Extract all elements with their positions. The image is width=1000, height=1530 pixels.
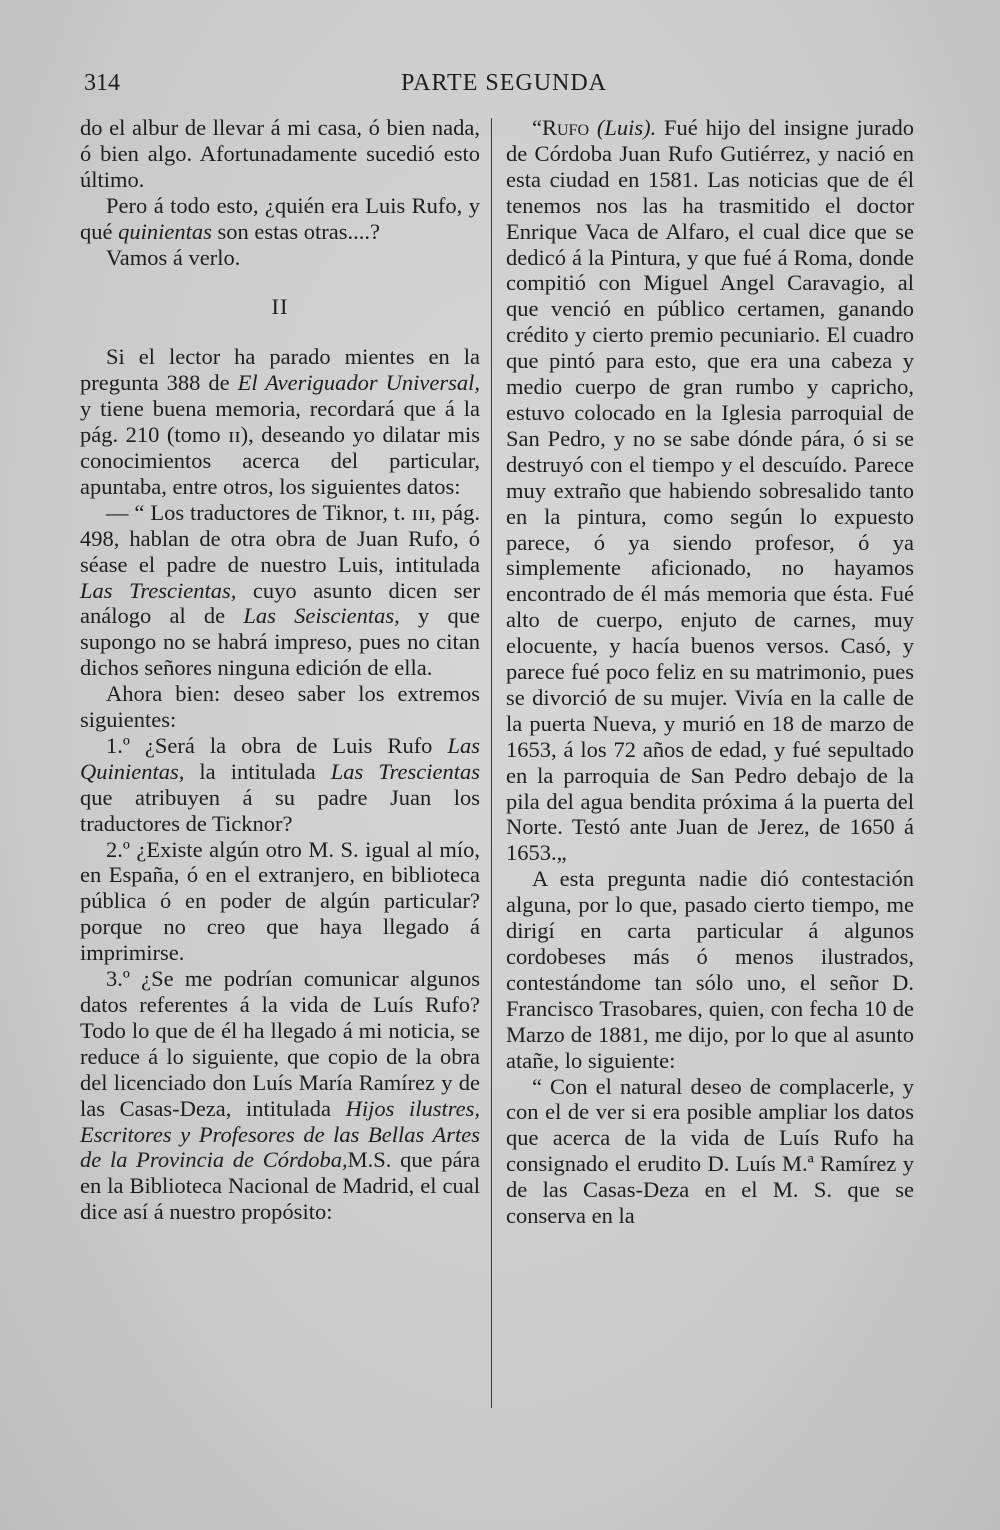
running-title: PARTE SEGUNDA (400, 70, 608, 96)
quoted-paragraph: “Rufo (Luis). Fué hijo del insigne jurado de Córdoba Juan Rufo Gutiérrez, y nació en esta ciudad en 1581. Las noticias que de él tenemos nos las ha trasmitido el doctor Enrique Vaca de Alfaro, el cual dice que se dedicó á la Pintura, y que fué á Roma, donde compitió con Miguel Angel Caravagio, al que venció en público certamen, ganando crédito y cierto premio pecuniario. El cuadro que pintó para esto, que era una cabeza y medio cuerpo de gran rumbo y capricho, estuvo colocado en la Iglesia parroquial de San Pedro, y no se sabe dónde pára, ó si se destruyó con el tiempo y el descuído. Parece muy extraño que habiendo sobresalido tanto en la pintura, como según lo expuesto parece, ó ya siendo profesor, ó ya simplemente aficionado, no hayamos encontrado de él más memoria que ésta. Fué alto de cuerpo, enjuto de carnes, muy elocuente, y hacía buenos versos. Casó, y parece fué poco feliz en su matrimonio, pues se divorció de su mujer. Vivía en la calle de la puerta Nueva, y murió en 18 de marzo de 1653, á los 72 años de edad, y fué sepultado en la parroquia de San Pedro debajo de la pila del agua bendita próxima á la puerta del Norte. Testó ante Juan de Jerez, de 1650 á 1653.„ (506, 115, 914, 866)
section-heading: II (271, 294, 289, 320)
list-item: 1.º ¿Será la obra de Luis Rufo Las Quinientas, la intitulada Las Trescientas que atribuyen á su padre Juan los traductores de Ticknor? (80, 732, 481, 836)
list-item: 3.º ¿Se me podrían comunicar algunos datos referentes á la vida de Luís Rufo? Todo lo que de él ha llegado á mi noticia, se reduce á lo siguiente, que copio de la obra del licenciado don Luís María Ramírez y de las Casas-Deza, intitulada Hijos ilustres, Escritores y Profesores de las Bellas Artes de la Provincia de Córdoba,M.S. que pára en la Biblioteca Nacional de Madrid, el cual dice así á nuestro propósito: (80, 966, 480, 1225)
right-column (506, 115, 914, 1229)
list-item: 2.º ¿Existe algún otro M. S. igual al mío, en España, ó en el extranjero, en biblioteca pública ó en poder de algún particular? porque no creo que haya llegado á imprimirse. (80, 836, 480, 966)
quoted-paragraph: — “ Los traductores de Tiknor, t. ɪɪɪ, pág. 498, hablan de otra obra de Juan Rufo, ó séase el padre de nuestro Luis, intitulada Las Trescientas, cuyo asunto dicen ser análogo al de Las Seiscientas, y que supongo no se habrá impreso, pues no citan dichos señores ninguna edición de ella. (80, 499, 480, 681)
left-column (80, 115, 480, 1225)
paragraph: A esta pregunta nadie dió contestación alguna, por lo que, pasado cierto tiempo, me dirigí en carta particular á algunos cordobeses más ó menos ilustrados, contestándome tan sólo uno, el señor D. Francisco Trasobares, quien, con fecha 10 de Marzo de 1881, me dijo, por lo que al asunto atañe, lo siguiente: (506, 866, 914, 1073)
column-divider (491, 118, 492, 1408)
paragraph: Ahora bien: deseo saber los extremos siguientes: (80, 681, 480, 733)
paragraph: Vamos á verlo. (106, 244, 241, 270)
paragraph: do el albur de llevar á mi casa, ó bien nada, ó bien algo. Afortunadamente sucedió esto último. (80, 115, 480, 192)
page-header (84, 70, 914, 104)
quoted-paragraph: “ Con el natural deseo de complacerle, y con el de ver si era posible ampliar los datos que acerca de la vida de Luís Rufo ha consignado el erudito D. Luís M.ª Ramírez y de las Casas-Deza en el M. S. que se conserva en la (506, 1073, 914, 1229)
page-number: 314 (84, 70, 120, 96)
paragraph: Si el lector ha parado mientes en la pregunta 388 de El Averiguador Universal, y tiene buena memoria, recordará que á la pág. 210 (tomo ɪɪ), deseando yo dilatar mis conocimientos acerca del particular, apuntaba, entre otros, los siguientes datos: (80, 344, 480, 499)
paragraph: Pero á todo esto, ¿quién era Luis Rufo, y qué quinientas son estas otras....? (80, 192, 480, 244)
